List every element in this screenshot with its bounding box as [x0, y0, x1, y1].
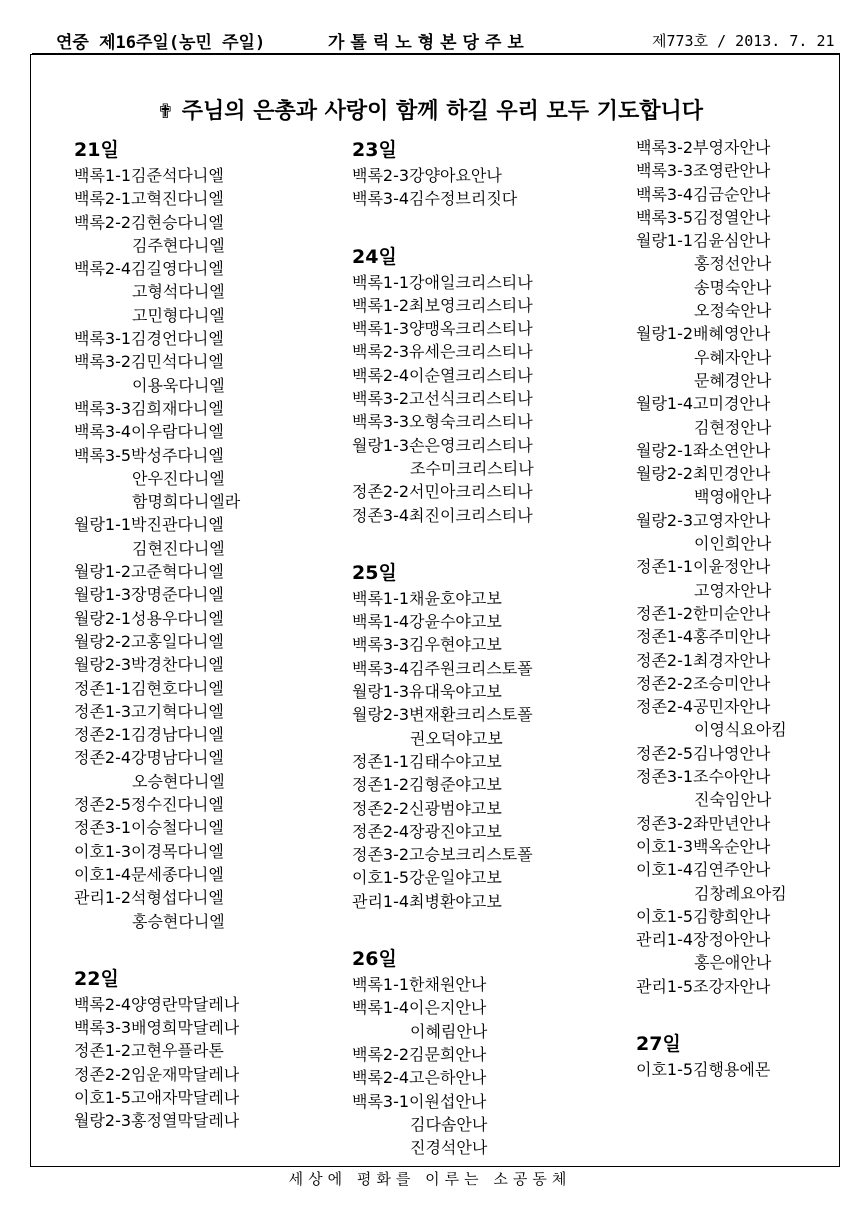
name-entry: 백록2-4김길영다니엘 [74, 259, 224, 279]
name-entry: 백록1-2최보영크리스티나 [352, 295, 533, 315]
name-entry: 백록1-4이은지안나 [352, 998, 487, 1018]
name-entry: 월랑2-3박경찬다니엘 [74, 655, 224, 675]
day-heading: 22일 [74, 967, 119, 990]
name-entry: 관리1-4최병환야고보 [352, 891, 502, 911]
name-entry: 이용욱다니엘 [132, 375, 225, 395]
column-2 [352, 136, 534, 1159]
name-entry: 월랑1-3유대욱야고보 [352, 682, 502, 702]
name-entry: 고형석다니엘 [132, 282, 225, 302]
name-entry: 안우진다니엘 [132, 468, 225, 488]
name-entry: 진경석안나 [410, 1138, 488, 1158]
name-entry: 홍은애안나 [694, 953, 772, 973]
name-entry: 정존3-2좌만년안나 [636, 813, 771, 833]
name-entry: 오승현다니엘 [132, 771, 225, 791]
name-entry: 정존2-4공민자안나 [636, 697, 771, 717]
section-gap [74, 933, 240, 965]
bulletin-parish-name: 가톨릭노형본당주보 [328, 33, 530, 53]
name-entry: 월랑1-1박진관다니엘 [74, 515, 224, 535]
name-entry: 김현진다니엘 [132, 538, 225, 558]
name-entry: 정존1-2한미순안나 [636, 603, 771, 623]
name-entry: 정존1-2고현우플라톤 [74, 1041, 224, 1061]
name-entry: 월랑1-4고미경안나 [636, 394, 771, 414]
name-entry: 백록2-3유세은크리스티나 [352, 342, 533, 362]
name-entry: 이호1-5김향희안나 [636, 906, 771, 926]
bulletin-issue-sunday: 연중 제16주일(농민 주일) [56, 33, 266, 53]
day-heading: 27일 [636, 1032, 681, 1055]
day-heading: 21일 [74, 139, 119, 161]
name-entry: 오정숙안나 [694, 301, 772, 321]
name-entry: 정존1-3고기혁다니엘 [74, 701, 224, 721]
name-entry: 이혜림안나 [410, 1021, 488, 1041]
name-entry: 백록3-1이원섭안나 [352, 1091, 487, 1111]
name-entry: 이호1-5고애자막달레나 [74, 1087, 240, 1107]
name-entry: 정존1-1이윤정안나 [636, 557, 771, 577]
page-title-text: 주님의 은총과 사랑이 함께 하길 우리 모두 기도합니다 [181, 99, 703, 124]
name-entry: 월랑1-2배혜영안나 [636, 324, 771, 344]
column-3 [636, 136, 787, 1081]
name-entry: 정존2-5정수진다니엘 [74, 795, 224, 815]
name-entry: 정존2-1김경남다니엘 [74, 725, 224, 745]
name-entry: 백록2-1고혁진다니엘 [74, 189, 224, 209]
name-entry: 월랑2-2최민경안나 [636, 464, 771, 484]
header-rule [32, 53, 840, 54]
name-entry: 이호1-4김연주안나 [636, 860, 771, 880]
name-entry: 정존2-4강명남다니엘 [74, 748, 224, 768]
name-entry: 이호1-5강운일야고보 [352, 868, 502, 888]
cross-icon: ✟ [157, 99, 174, 123]
name-entry: 백록3-4김주원크리스토폴 [352, 658, 533, 678]
name-entry: 백록3-1김경언다니엘 [74, 329, 224, 349]
name-entry: 김주현다니엘 [132, 235, 225, 255]
name-entry: 관리1-2석형섭다니엘 [74, 888, 224, 908]
name-entry: 월랑2-3홍정열막달레나 [74, 1111, 240, 1131]
name-entry: 월랑2-3고영자안나 [636, 510, 771, 530]
name-entry: 백록2-4양영란막달레나 [74, 994, 240, 1014]
name-entry: 백록3-3오형숙크리스티나 [352, 412, 533, 432]
name-entry: 백록3-4김금순안나 [636, 184, 771, 204]
name-entry: 홍정선안나 [694, 254, 772, 274]
name-entry: 고민형다니엘 [132, 305, 225, 325]
name-entry: 백록2-4고은하안나 [352, 1068, 487, 1088]
name-entry: 월랑2-1성용우다니엘 [74, 608, 224, 628]
name-entry: 월랑1-2고준혁다니엘 [74, 562, 224, 582]
name-entry: 진숙임안나 [694, 790, 772, 810]
name-entry: 월랑1-1김윤심안나 [636, 231, 771, 251]
name-entry: 정존2-2신광범야고보 [352, 798, 502, 818]
name-entry: 백록2-2김현승다니엘 [74, 212, 224, 232]
name-entry: 백록3-4김수정브리짓다 [352, 189, 518, 209]
name-entry: 백록1-1김준석다니엘 [74, 166, 224, 185]
name-entry: 정존2-2서민아크리스티나 [352, 482, 533, 502]
name-entry: 이호1-3이경목다니엘 [74, 841, 224, 861]
name-entry: 김다솜안나 [410, 1114, 488, 1134]
name-entry: 문혜경안나 [694, 370, 772, 390]
name-entry: 백록3-3배영희막달레나 [74, 1018, 240, 1038]
name-entry: 백록3-3김희재다니엘 [74, 398, 224, 418]
name-entry: 조수미크리스티나 [410, 458, 534, 478]
name-entry: 정존3-4최진이크리스티나 [352, 505, 533, 525]
name-entry: 월랑1-3장명준다니엘 [74, 585, 224, 605]
name-entry: 정존2-5김나영안나 [636, 743, 771, 763]
footer-motto: 세상에 평화를 이루는 소공동체 [288, 1170, 572, 1188]
name-entry: 우혜자안나 [694, 347, 772, 367]
column-1 [74, 136, 240, 1133]
name-entry: 이호1-5김행용에몬 [636, 1059, 771, 1079]
name-entry: 정존2-2임운재막달레나 [74, 1064, 240, 1084]
section-gap [636, 998, 787, 1030]
name-entry: 정존1-4홍주미안나 [636, 627, 771, 647]
name-entry: 백영애안나 [694, 487, 772, 507]
name-entry: 월랑2-2고홍일다니엘 [74, 631, 224, 651]
name-entry: 월랑2-3변재환크리스토폴 [352, 705, 533, 725]
bulletin-issue-number-date: 제773호 / 2013. 7. 21 [652, 32, 835, 50]
section-gap [352, 527, 534, 559]
name-entry: 백록1-1강애일크리스티나 [352, 272, 533, 292]
name-entry: 이호1-4문세종다니엘 [74, 864, 224, 884]
name-entry: 정존1-1김태수야고보 [352, 751, 502, 771]
name-entry: 관리1-4장정아안나 [636, 930, 771, 950]
name-entry: 백록3-5박성주다니엘 [74, 445, 224, 465]
name-entry: 홍승현다니엘 [132, 911, 225, 931]
name-entry: 백록3-3조영란안나 [636, 161, 771, 181]
day-heading: 23일 [352, 139, 397, 161]
name-entry: 이호1-3백옥순안나 [636, 836, 771, 856]
name-entry: 백록3-4이우람다니엘 [74, 422, 224, 442]
name-entry: 고영자안나 [694, 580, 772, 600]
name-entry: 김현정안나 [694, 417, 772, 437]
day-heading: 25일 [352, 561, 397, 584]
name-entry: 김창례요아킴 [694, 883, 787, 903]
day-heading: 26일 [352, 948, 397, 971]
name-entry: 정존1-1김현호다니엘 [74, 678, 224, 698]
name-entry: 백록3-2고선식크리스티나 [352, 389, 533, 409]
day-heading: 24일 [352, 245, 397, 268]
page-title [0, 94, 860, 125]
name-entry: 정존3-1조수아안나 [636, 767, 771, 787]
name-entry: 백록1-1채윤호야고보 [352, 588, 502, 608]
name-entry: 월랑2-1좌소연안나 [636, 440, 771, 460]
name-entry: 정존2-4장광진야고보 [352, 821, 502, 841]
name-entry: 이인희안나 [694, 534, 772, 554]
name-entry: 백록1-4강윤수야고보 [352, 612, 502, 632]
name-entry: 정존1-2김형준야고보 [352, 775, 502, 795]
section-gap [352, 913, 534, 945]
name-entry: 백록3-2김민석다니엘 [74, 352, 224, 372]
name-entry: 이영식요아킴 [694, 720, 787, 740]
name-entry: 정존3-2고승보크리스토폴 [352, 845, 533, 865]
name-entry: 함명희다니엘라 [132, 492, 241, 512]
name-entry: 정존2-1최경자안나 [636, 650, 771, 670]
name-entry: 월랑1-3손은영크리스티나 [352, 435, 533, 455]
name-entry: 백록3-5김정열안나 [636, 207, 771, 227]
name-entry: 백록2-3강양아요안나 [352, 166, 502, 185]
name-entry: 백록1-3양맹옥크리스티나 [352, 319, 533, 339]
section-gap [352, 211, 534, 243]
name-entry: 정존2-2조승미안나 [636, 673, 771, 693]
name-entry: 권오덕야고보 [410, 728, 503, 748]
name-entry: 정존3-1이승철다니엘 [74, 818, 224, 838]
name-entry: 백록1-1한채원안나 [352, 975, 487, 995]
name-entry: 백록3-3김우현야고보 [352, 635, 502, 655]
name-entry: 송명숙안나 [694, 277, 772, 297]
name-entry: 관리1-5조강자안나 [636, 976, 771, 996]
name-entry: 백록2-4이순열크리스티나 [352, 365, 533, 385]
name-entry: 백록2-2김문희안나 [352, 1044, 487, 1064]
name-entry: 백록3-2부영자안나 [636, 138, 771, 157]
